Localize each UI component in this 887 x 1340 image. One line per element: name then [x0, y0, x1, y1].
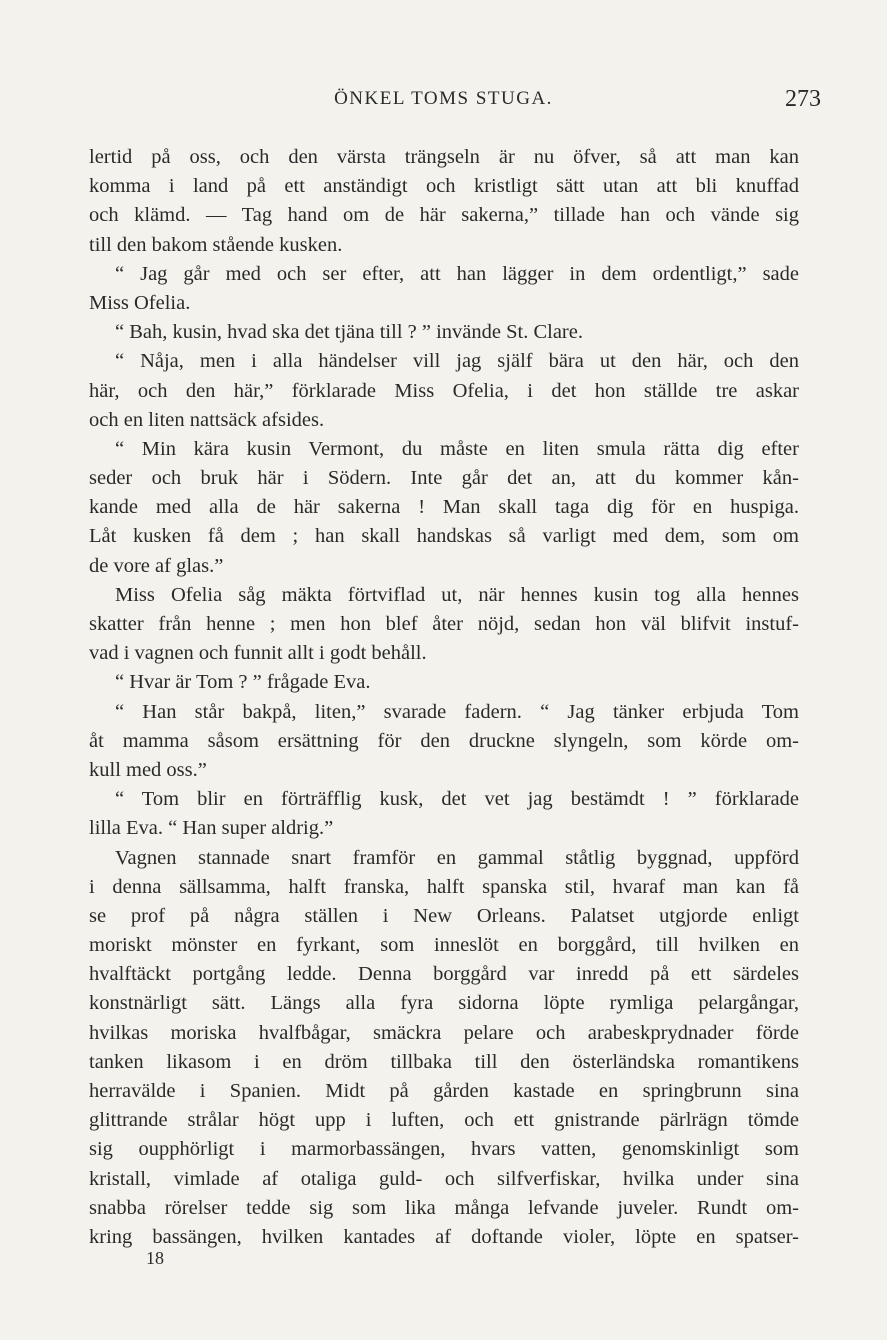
text-line: “ Hvar är Tom ? ” frågade Eva.	[115, 671, 371, 694]
text-line: kull med oss.”	[89, 758, 207, 781]
text-line: hvalftäckt portgång ledde. Denna borggård var inredd på ett särdeles	[89, 963, 799, 986]
text-line: “ Jag går med och ser efter, att han lägger in dem ordentligt,” sade	[115, 262, 799, 285]
text-line: komma i land på ett anständigt och kristligt sätt utan att bli knuffad	[89, 175, 799, 198]
body-text	[89, 143, 799, 1252]
text-line: “ Nåja, men i alla händelser vill jag själf bära ut den här, och den	[115, 350, 799, 373]
signature-mark: 18	[146, 1248, 164, 1268]
text-line: Vagnen stannade snart framför en gammal ståtlig byggnad, uppförd	[115, 846, 799, 869]
text-line: “ Han står bakpå, liten,” svarade fadern. “ Jag tänker erbjuda Tom	[115, 700, 799, 723]
text-line: och klämd. — Tag hand om de här sakerna,” tillade han och vände sig	[89, 204, 799, 227]
text-line: Låt kusken få dem ; han skall handskas så varligt med dem, som om	[89, 525, 799, 548]
text-line: lertid på oss, och den värsta trängseln är nu öfver, så att man kan	[89, 146, 799, 168]
text-line: lilla Eva. “ Han super aldrig.”	[89, 817, 334, 840]
text-line: “ Bah, kusin, hvad ska det tjäna till ? ” invände St. Clare.	[115, 321, 583, 344]
text-line: och en liten nattsäck afsides.	[89, 408, 325, 431]
text-line: “ Min kära kusin Vermont, du måste en liten smula rätta dig efter	[115, 437, 799, 460]
text-line: sig oupphörligt i marmorbassängen, hvars vatten, genomskinligt som	[89, 1138, 799, 1161]
text-line: Miss Ofelia såg mäkta förtviflad ut, när hennes kusin tog alla hennes	[115, 583, 799, 606]
text-line: se prof på några ställen i New Orleans. Palatset utgjorde enligt	[89, 904, 799, 927]
text-line: glittrande strålar högt upp i luften, och ett gnistrande pärlrägn tömde	[89, 1109, 799, 1132]
text-line: konstnärligt sätt. Längs alla fyra sidorna löpte rymliga pelargångar,	[89, 992, 799, 1015]
text-line: tanken likasom i en dröm tillbaka till den österländska romantikens	[89, 1050, 799, 1073]
text-line: här, och den här,” förklarade Miss Ofelia, i det hon ställde tre askar	[89, 379, 799, 402]
text-line: herravälde i Spanien. Midt på gården kastade en springbrunn sina	[89, 1080, 799, 1102]
running-head: ÖNKEL TOMS STUGA.	[334, 88, 553, 109]
text-line: vad i vagnen och funnit allt i godt behåll.	[89, 642, 427, 665]
text-line: seder och bruk här i Södern. Inte går det an, att du kommer kån-	[89, 467, 799, 490]
text-line: skatter från henne ; men hon blef åter nöjd, sedan hon väl blifvit instuf-	[89, 613, 799, 635]
text-line: kande med alla de här sakerna ! Man skall taga dig för en huspiga.	[89, 496, 799, 519]
page-number: 273	[785, 86, 821, 112]
text-line: i denna sällsamma, halft franska, halft spanska stil, hvaraf man kan få	[89, 875, 799, 898]
text-line: Miss Ofelia.	[89, 291, 191, 314]
text-line: “ Tom blir en förträfflig kusk, det vet jag bestämdt ! ” förklarade	[115, 788, 799, 811]
text-line: hvilkas moriska hvalfbågar, smäckra pelare och arabeskprydnader förde	[89, 1021, 799, 1044]
text-line: till den bakom stående kusken.	[89, 233, 343, 256]
text-line: kring bassängen, hvilken kantades af doftande violer, löpte en spatser-	[89, 1225, 799, 1248]
text-line: snabba rörelser tedde sig som lika många lefvande juveler. Rundt om-	[89, 1196, 799, 1219]
text-line: åt mamma såsom ersättning för den druckne slyngeln, som körde om-	[89, 729, 799, 752]
text-line: moriskt mönster en fyrkant, som inneslöt en borggård, till hvilken en	[89, 934, 799, 957]
text-line: kristall, vimlade af otaliga guld- och silfverfiskar, hvilka under sina	[89, 1167, 799, 1190]
text-line: de vore af glas.”	[89, 554, 224, 577]
